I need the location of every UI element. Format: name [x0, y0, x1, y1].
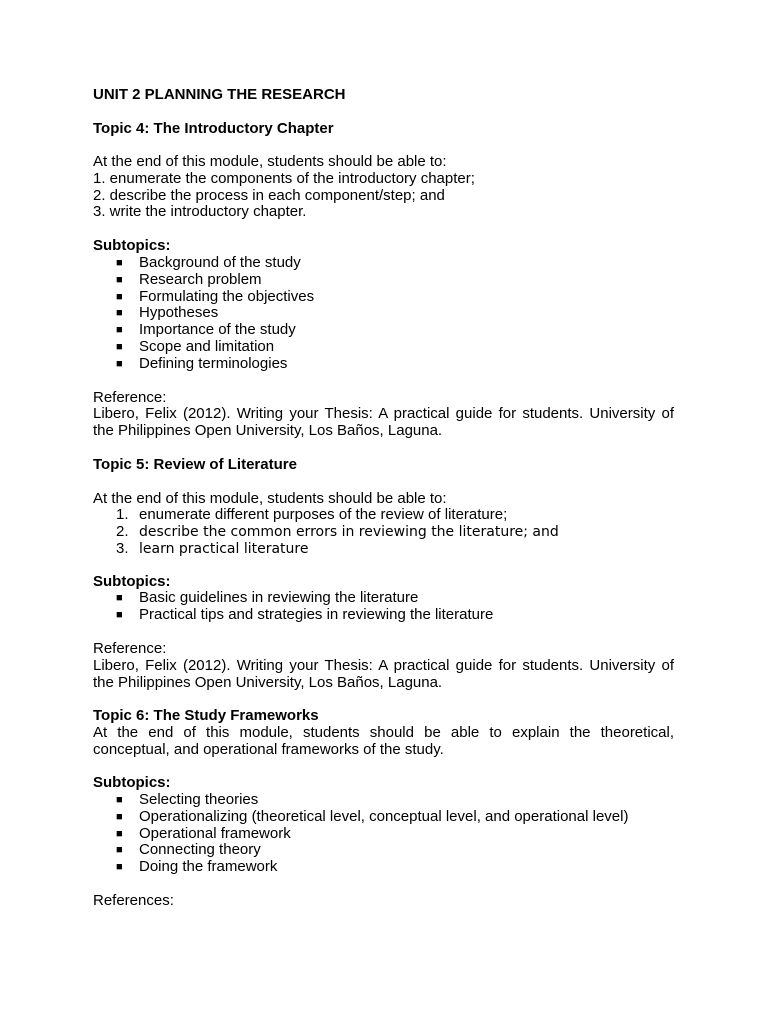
list-item: ■ Formulating the objectives	[116, 287, 315, 305]
list-item: ■ Practical tips and strategies in reviewing the literature	[116, 605, 494, 623]
bullet-icon: ■	[116, 290, 123, 303]
topic4-objectives-block	[93, 154, 674, 221]
list-item: ■ Selecting theories	[116, 791, 259, 808]
bullet-icon: ■	[116, 861, 123, 874]
bullet-icon: ■	[116, 273, 123, 286]
list-item: ■ Importance of the study	[116, 321, 296, 339]
list-item: 3. learn practical literature	[116, 539, 309, 557]
topic4-heading: Topic 4: The Introductory Chapter	[93, 120, 334, 137]
bullet-icon: ■	[116, 257, 123, 269]
topic5-reference-text: Libero, Felix (2012). Writing your Thesis: A practical guide for students. University of the Philippines Open University, Los Baños, Laguna.	[93, 657, 674, 691]
topic5-intro: At the end of this module, students should be able to:	[93, 490, 447, 507]
topic5-subtopics-list	[93, 590, 674, 624]
list-item: ■ Scope and limitation	[116, 337, 275, 355]
bullet-icon: ■	[116, 307, 123, 320]
unit-title: UNIT 2 PLANNING THE RESEARCH	[93, 86, 346, 103]
bullet-icon: ■	[116, 608, 123, 621]
topic6-intro: At the end of this module, students should be able to explain the theoretical, conceptual, and operational frameworks of the study.	[93, 724, 674, 758]
list-item: ■ Background of the study	[116, 254, 301, 271]
topic4-reference-text: Libero, Felix (2012). Writing your Thesis: A practical guide for students. University of the Philippines Open University, Los Baños, Laguna.	[93, 405, 674, 439]
bullet-icon: ■	[116, 794, 123, 806]
list-item: ■ Doing the framework	[116, 858, 278, 876]
list-item: ■ Operationalizing (theoretical level, conceptual level, and operational level)	[116, 807, 629, 825]
topic5-reference-label: Reference:	[93, 640, 167, 657]
bullet-icon: ■	[116, 844, 123, 857]
topic6-subtopics-label: Subtopics:	[93, 774, 171, 791]
bullet-icon: ■	[116, 827, 123, 840]
topic6-subtopics-list	[93, 792, 674, 876]
topic6-references-label: References:	[93, 892, 174, 909]
list-item: ■ Hypotheses	[116, 304, 219, 322]
list-item: ■ Defining terminologies	[116, 354, 288, 372]
list-item: ■ Connecting theory	[116, 841, 261, 859]
topic5-objectives-list	[93, 507, 674, 557]
topic5-subtopics-label: Subtopics:	[93, 573, 171, 590]
topic4-objective: 2. describe the process in each component/step; and	[93, 186, 445, 204]
list-item: ■ Research problem	[116, 270, 262, 288]
bullet-icon: ■	[116, 324, 123, 337]
bullet-icon: ■	[116, 810, 123, 823]
topic5-heading: Topic 5: Review of Literature	[93, 456, 297, 473]
bullet-icon: ■	[116, 357, 123, 370]
bullet-icon: ■	[116, 340, 123, 353]
topic4-objective: 1. enumerate the components of the introductory chapter;	[93, 169, 475, 187]
topic4-intro: At the end of this module, students should be able to:	[93, 153, 447, 170]
topic4-objective: 3. write the introductory chapter.	[93, 203, 307, 221]
list-item: ■ Operational framework	[116, 824, 291, 842]
topic4-reference-label: Reference:	[93, 389, 167, 406]
bullet-icon: ■	[116, 592, 123, 604]
list-item: ■ Basic guidelines in reviewing the literature	[116, 589, 419, 606]
topic6-heading: Topic 6: The Study Frameworks	[93, 707, 319, 724]
list-item: 2. describe the common errors in reviewing the literature; and	[116, 522, 559, 540]
topic4-subtopics-list	[93, 255, 674, 373]
list-item: 1. enumerate different purposes of the review of literature;	[116, 506, 508, 523]
topic4-subtopics-label: Subtopics:	[93, 237, 171, 254]
